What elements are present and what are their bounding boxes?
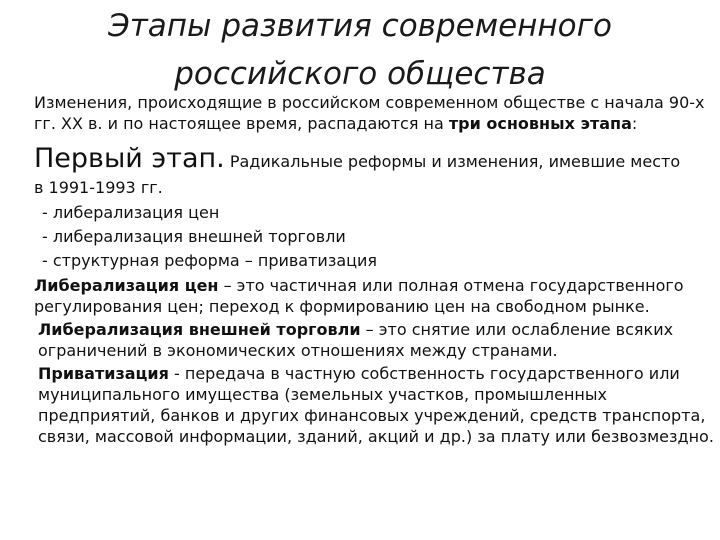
list-item: - либерализация цен [42, 203, 220, 222]
definition-term: Либерализация внешней торговли [38, 320, 361, 339]
stage-description: Радикальные реформы и изменения, имевшие место [229, 152, 681, 171]
list-item: - либерализация внешней торговли [42, 227, 346, 246]
definition-price-liberalization [34, 275, 716, 317]
list-item: - структурная реформа – приватизация [42, 251, 378, 270]
slide-title-line-2: российского общества [174, 56, 546, 92]
stage-paragraph [34, 140, 716, 181]
intro-colon: : [631, 114, 638, 133]
intro-paragraph [34, 92, 716, 134]
slide-title-line-1: Этапы развития современного [108, 8, 612, 44]
definition-text: – это частичная или полная отмена государственного регулирования цен; переход к формированию цен на свободном рынке. [34, 276, 684, 316]
slide-body [34, 92, 716, 449]
definition-trade-liberalization [34, 319, 716, 361]
definition-term: Приватизация [38, 364, 169, 383]
definition-text: - передача в частную собственность государственного или муниципального имущества (земельных участков, промышленных предприятий, банков и других финансовых учреждений, средств транспорта, связи, массовой информации, зданий, акций и др.) за плату или безвозмездно. [38, 364, 714, 446]
stage-heading: Первый этап. [34, 143, 225, 174]
definition-privatization [34, 363, 716, 447]
intro-emphasis: три основных этапа [448, 114, 632, 133]
definition-text: – это снятие или ослабление всяких ограничений в экономических отношениях между странами. [38, 320, 674, 360]
reform-list [34, 202, 716, 271]
stage-date: в 1991-1993 гг. [34, 178, 163, 197]
slide-title [0, 2, 720, 98]
definition-term: Либерализация цен [34, 276, 219, 295]
intro-text: Изменения, происходящие в российском современном обществе с начала 90-х гг. XX в. и по настоящее время, распадаются на [34, 93, 705, 133]
